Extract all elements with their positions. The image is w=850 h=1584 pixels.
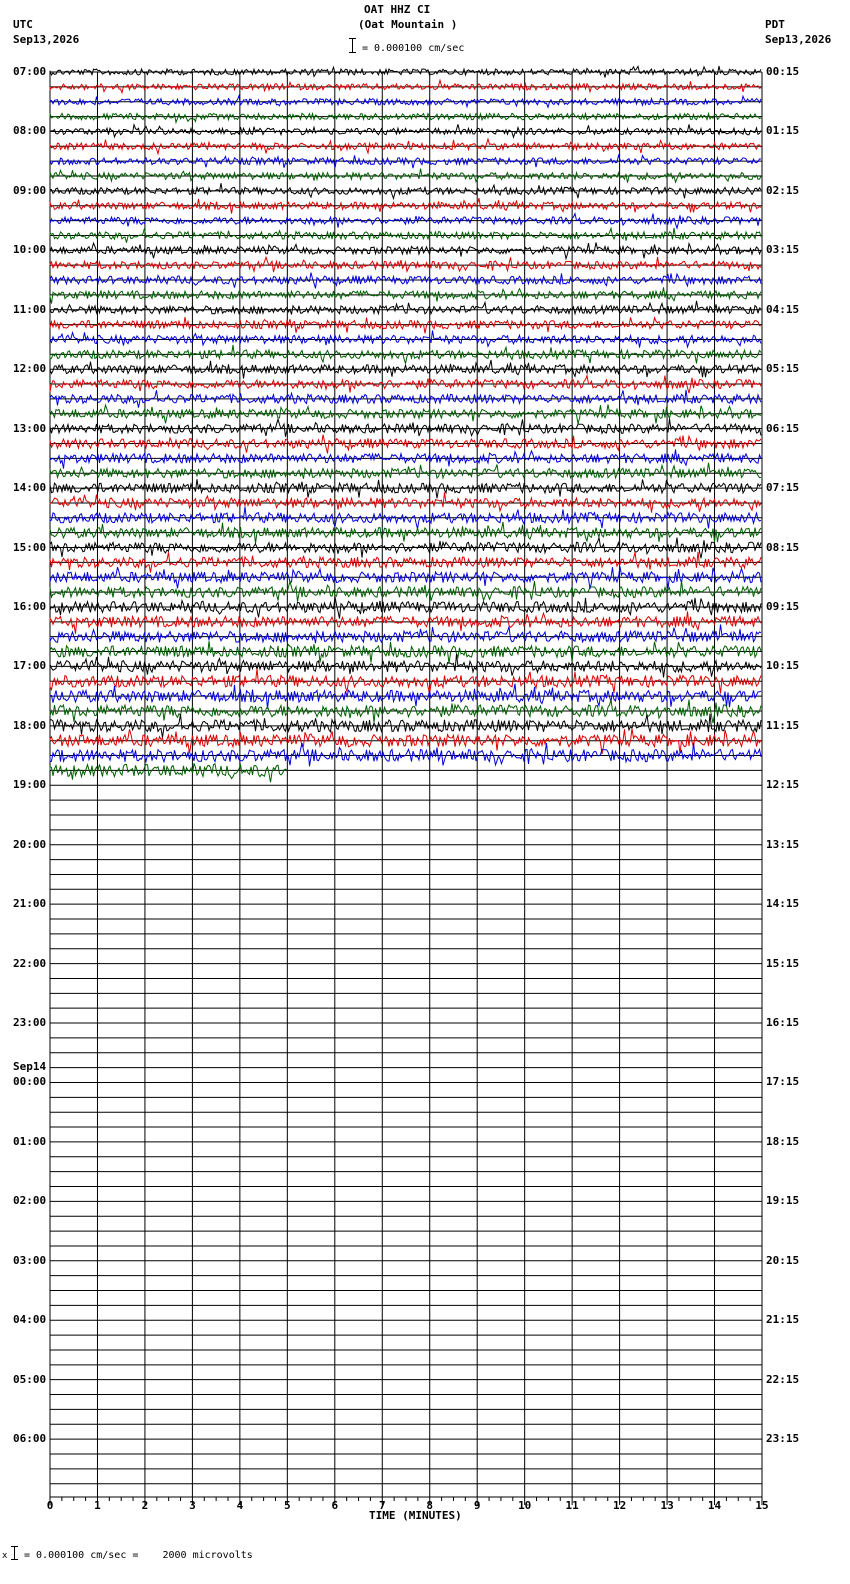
right-hour-label: 14:15	[766, 897, 800, 911]
left-hour-label: 14:00	[13, 481, 47, 495]
x-tick-label: 0	[46, 1499, 54, 1512]
left-date: Sep13,2026	[13, 33, 80, 46]
left-timezone: UTC	[13, 18, 33, 31]
seismic-trace	[50, 581, 761, 602]
x-tick-label: 3	[189, 1499, 196, 1512]
seismic-trace	[50, 435, 761, 454]
right-hour-label: 01:15	[766, 124, 800, 138]
right-hour-label: 18:15	[766, 1134, 800, 1148]
x-tick-label: 5	[284, 1499, 291, 1512]
x-tick-label: 12	[613, 1499, 627, 1512]
x-tick-label: 4	[236, 1499, 244, 1512]
left-hour-label: 04:00	[13, 1313, 47, 1327]
seismic-trace	[50, 654, 761, 677]
station-title: OAT HHZ CI	[364, 3, 431, 16]
x-tick-label: 11	[565, 1499, 579, 1512]
left-hour-label: 05:00	[13, 1372, 47, 1386]
station-location: (Oat Mountain )	[358, 18, 458, 31]
footer-scale-cap-top	[11, 1546, 18, 1547]
seismic-trace	[50, 405, 761, 424]
right-hour-label: 05:15	[766, 362, 800, 376]
right-hour-label: 06:15	[766, 421, 800, 435]
right-hour-label: 20:15	[766, 1253, 800, 1267]
seismic-trace	[50, 763, 287, 782]
seismic-trace	[50, 449, 761, 468]
seismic-trace	[50, 257, 761, 272]
x-tick-label: 15	[755, 1499, 769, 1512]
right-hour-label: 10:15	[766, 659, 800, 673]
footer-scale-text: = 0.000100 cm/sec = 2000 microvolts	[24, 1550, 253, 1561]
left-hour-label: 10:00	[13, 243, 47, 257]
right-hour-label: 12:15	[766, 778, 800, 792]
left-hour-label: 06:00	[13, 1432, 47, 1446]
seismic-trace	[50, 641, 761, 663]
seismic-trace	[50, 479, 761, 498]
seismic-trace	[50, 317, 761, 333]
seismic-trace	[50, 113, 761, 122]
x-tick-label: 6	[331, 1499, 339, 1512]
right-hour-label: 13:15	[766, 837, 800, 851]
seismic-trace	[50, 611, 761, 633]
right-hour-label: 03:15	[766, 243, 800, 257]
seismic-trace	[50, 463, 761, 479]
x-tick-label: 2	[141, 1499, 149, 1512]
right-hour-label: 08:15	[766, 540, 800, 554]
left-hour-label: 18:00	[13, 718, 47, 732]
left-hour-label: 01:00	[13, 1134, 47, 1148]
left-hour-label: 22:00	[13, 956, 47, 970]
footer-marker: x	[2, 1551, 8, 1561]
left-hour-label: 09:00	[13, 183, 47, 197]
footer-scale-cap-bottom	[11, 1559, 18, 1560]
right-hour-label: 04:15	[766, 302, 800, 316]
left-hour-label: 07:00	[13, 65, 47, 78]
x-tick-label: 9	[473, 1499, 481, 1512]
footer-scale-icon	[14, 1546, 15, 1560]
right-date: Sep13,2026	[765, 33, 832, 46]
right-hour-label: 00:15	[766, 65, 800, 78]
left-hour-label: 11:00	[13, 302, 47, 316]
left-hour-label: 02:00	[13, 1194, 47, 1208]
left-hour-label: 15:00	[13, 540, 47, 554]
right-hour-label: 11:15	[766, 718, 800, 732]
right-hour-label: 21:15	[766, 1313, 800, 1327]
x-tick-label: 13	[660, 1499, 674, 1512]
seismic-trace	[50, 625, 761, 644]
x-tick-label: 10	[518, 1499, 532, 1512]
left-hour-label: 19:00	[13, 778, 47, 792]
seismic-trace	[50, 155, 761, 168]
right-hour-label: 07:15	[766, 481, 800, 495]
right-timezone: PDT	[765, 18, 785, 31]
scale-text: = 0.000100 cm/sec	[362, 43, 465, 54]
right-hour-label: 19:15	[766, 1194, 800, 1208]
seismic-trace	[50, 124, 761, 137]
seismic-trace	[50, 419, 761, 437]
left-hour-label: 12:00	[13, 362, 47, 376]
x-tick-label: 7	[378, 1499, 386, 1512]
left-hour-label: 00:00	[13, 1075, 47, 1089]
date-change-label: Sep14	[13, 1060, 47, 1074]
right-hour-label: 23:15	[766, 1432, 800, 1446]
left-hour-label: 23:00	[13, 1016, 47, 1030]
x-tick-label: 1	[94, 1499, 101, 1512]
left-hour-label: 20:00	[13, 837, 47, 851]
left-hour-label: 13:00	[13, 421, 47, 435]
left-hour-label: 21:00	[13, 897, 47, 911]
left-hour-label: 03:00	[13, 1253, 47, 1267]
right-hour-label: 15:15	[766, 956, 800, 970]
right-hour-label: 17:15	[766, 1075, 800, 1089]
right-hour-label: 16:15	[766, 1016, 800, 1030]
left-hour-label: 17:00	[13, 659, 47, 673]
x-tick-label: 14	[707, 1499, 722, 1512]
x-axis-label: TIME (MINUTES)	[369, 1509, 462, 1522]
right-hour-label: 09:15	[766, 599, 800, 613]
left-hour-label: 08:00	[13, 124, 47, 138]
right-hour-label: 02:15	[766, 183, 800, 197]
left-hour-label: 16:00	[13, 599, 47, 613]
x-tick-label: 8	[426, 1499, 434, 1512]
right-hour-label: 22:15	[766, 1372, 800, 1386]
seismic-trace	[50, 301, 761, 315]
